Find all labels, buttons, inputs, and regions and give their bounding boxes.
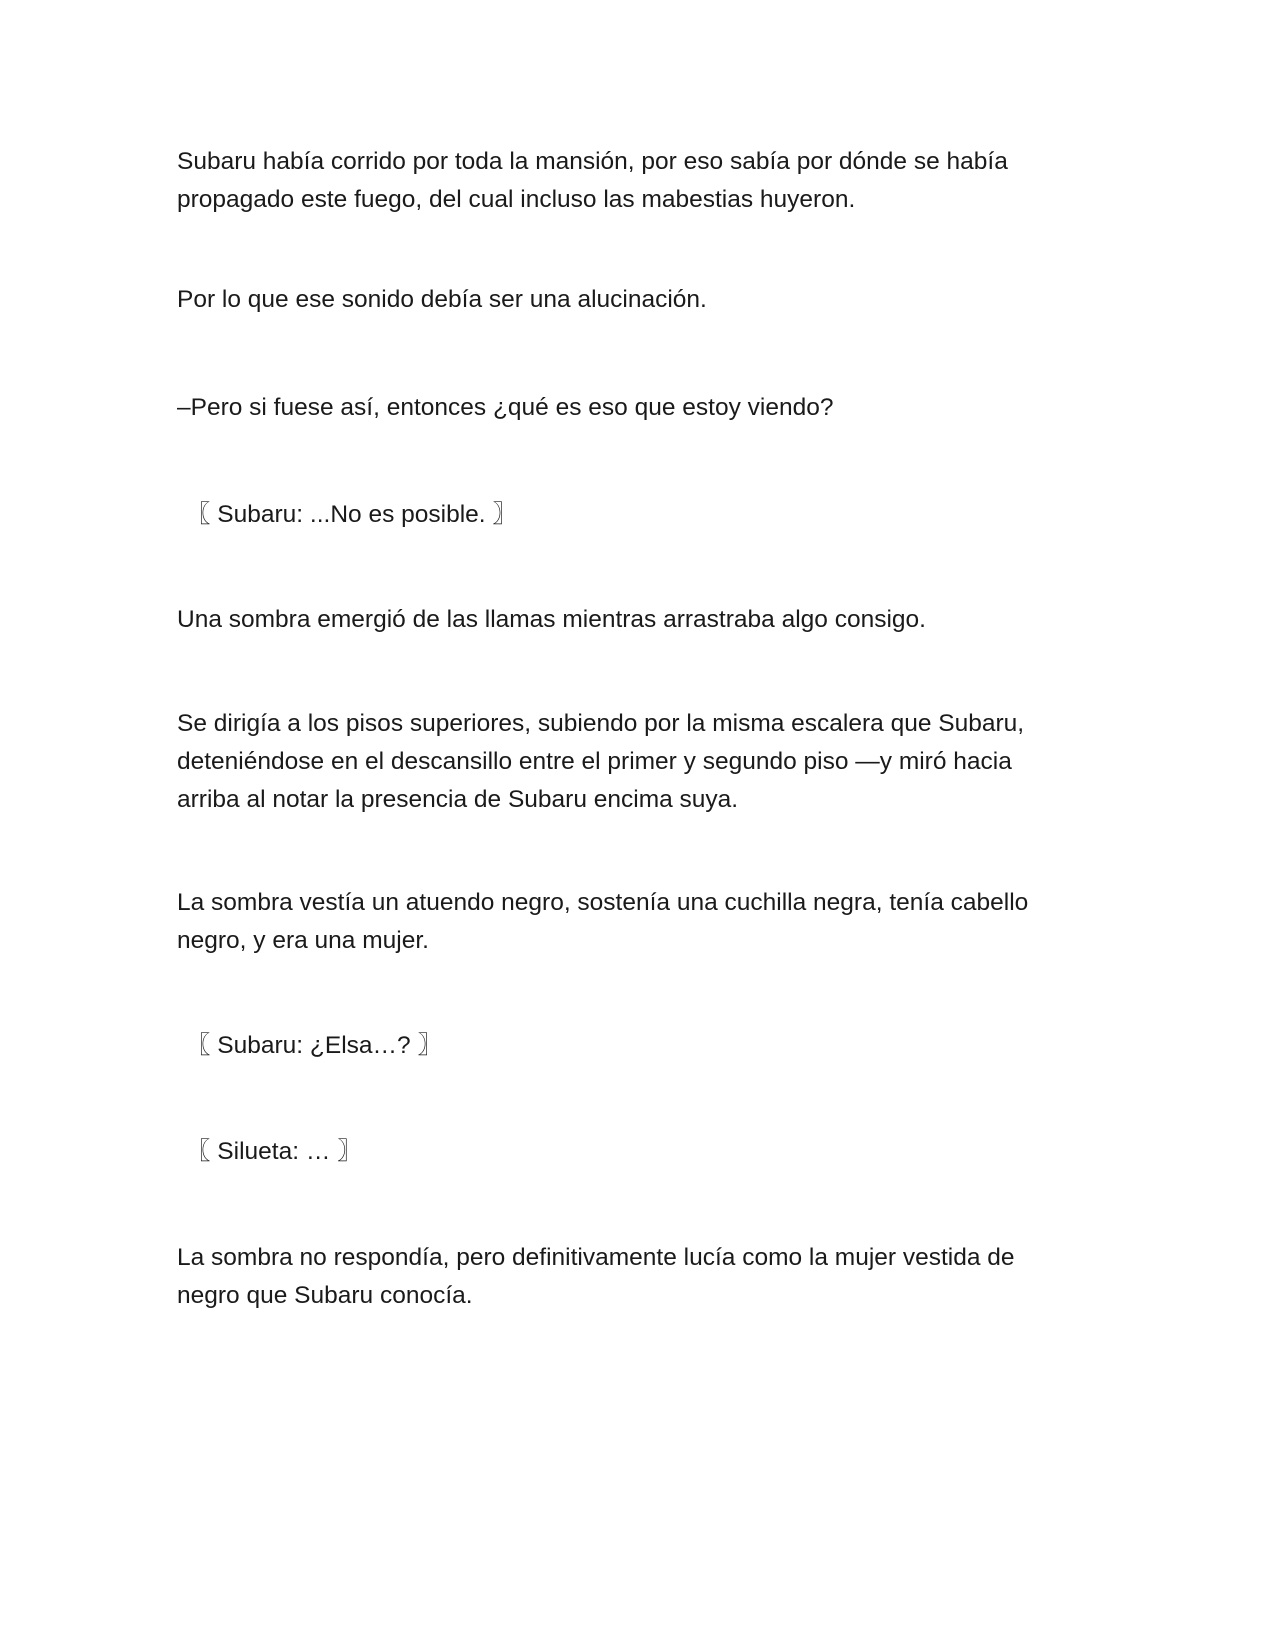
paragraph-narration: Se dirigía a los pisos superiores, subiendo por la misma escalera que Subaru, deteniéndose en el descansillo entre el primer y segundo piso —y miró hacia arriba al notar la presencia de Subaru encima suya. (177, 710, 1025, 813)
paragraph-narration: –Pero si fuese así, entonces ¿qué es eso que estoy viendo? (177, 394, 834, 421)
dialogue-line: 〖 Silueta: … 〗 (186, 1138, 362, 1165)
paragraph-narration: La sombra vestía un atuendo negro, sostenía una cuchilla negra, tenía cabello negro, y era una mujer. (177, 889, 1029, 954)
paragraph-narration: La sombra no respondía, pero definitivamente lucía como la mujer vestida de negro que Subaru conocía. (177, 1244, 1015, 1309)
paragraph-narration: Una sombra emergió de las llamas mientras arrastraba algo consigo. (177, 606, 926, 633)
dialogue-line: 〖 Subaru: ...No es posible. 〗 (186, 501, 517, 528)
paragraph-narration: Por lo que ese sonido debía ser una alucinación. (177, 286, 707, 313)
dialogue-line: 〖 Subaru: ¿Elsa…? 〗 (186, 1032, 442, 1059)
paragraph-narration: Subaru había corrido por toda la mansión, por eso sabía por dónde se había propagado este fuego, del cual incluso las mabestias huyeron. (177, 148, 1008, 213)
